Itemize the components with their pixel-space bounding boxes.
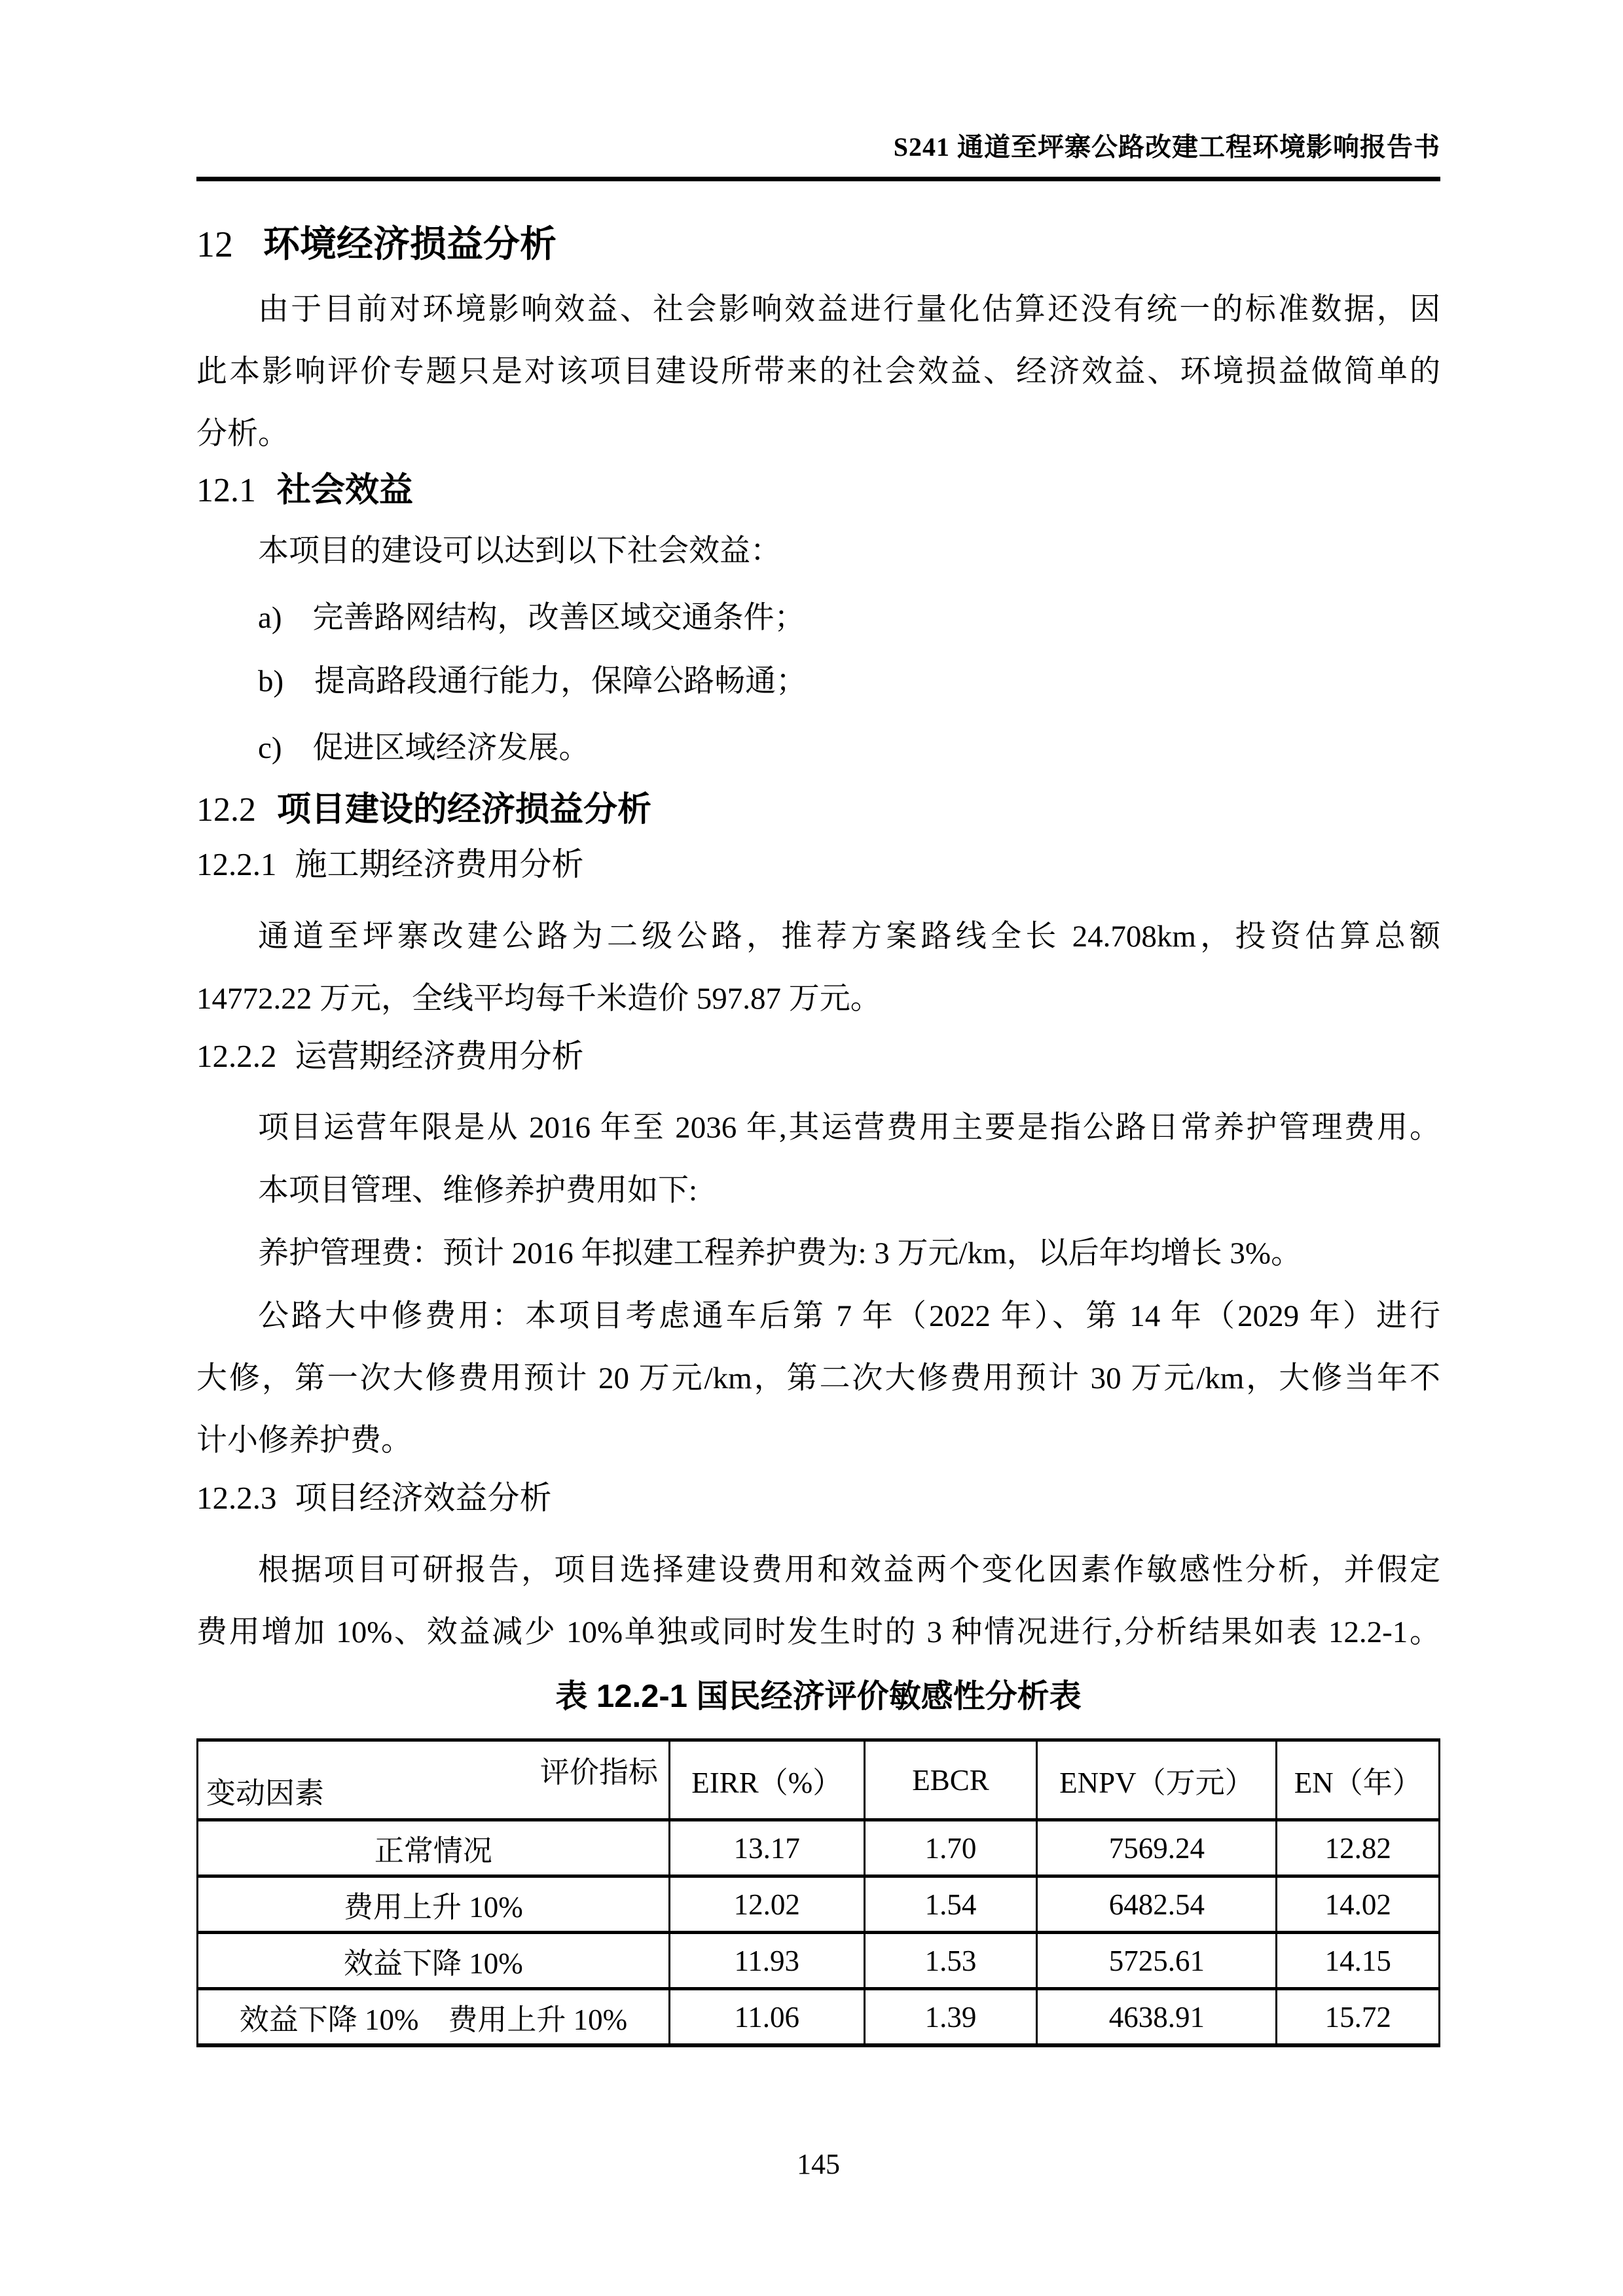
corner-label-factor: 变动因素 — [206, 1777, 325, 1810]
cell-value: 5725.61 — [1037, 1933, 1277, 1989]
paragraph-maintenance-intro — [196, 1160, 1440, 1222]
heading-number: 12.2.2 — [196, 1038, 277, 1074]
heading-text: 环境经济损益分析 — [263, 223, 556, 264]
sensitivity-table — [196, 1738, 1440, 2047]
cell-value: 14.02 — [1277, 1876, 1440, 1933]
column-header-eirr: EIRR（%） — [669, 1740, 864, 1820]
paragraph-line: 养护管理费：预计 2016 年拟建工程养护费为: 3 万元/km，以后年均增长 3%。 — [258, 1236, 1302, 1270]
paragraph-maintenance-fee — [196, 1223, 1440, 1285]
paragraph-line: 此本影响评价专题只是对该项目建设所带来的社会效益、经济效益、环境损益做简单的 — [196, 355, 1440, 389]
section-heading-12-2-3 — [196, 1479, 1440, 1517]
heading-text: 施工期经济费用分析 — [295, 846, 584, 882]
paragraph-line: 本项目管理、维修养护费用如下: — [258, 1174, 698, 1208]
paragraph-line: 费用增加 10%、效益减少 10%单独或同时发生时的 3 种情况进行,分析结果如表 12.2-1。 — [196, 1615, 1440, 1649]
heading-number: 12.1 — [196, 472, 256, 509]
paragraph-line: 由于目前对环境影响效益、社会影响效益进行量化估算还没有统一的标准数据，因 — [258, 293, 1440, 327]
cell-value: 12.82 — [1277, 1820, 1440, 1876]
cell-value: 6482.54 — [1037, 1876, 1277, 1933]
list-item-text: b) 提高路段通行能力，保障公路畅通； — [258, 664, 807, 698]
table-header-row — [198, 1740, 1440, 1820]
row-label: 效益下降 10% 费用上升 10% — [198, 1989, 670, 2046]
column-header-enpv: ENPV（万元） — [1037, 1740, 1277, 1820]
paragraph-line: 大修，第一次大修费用预计 20 万元/km，第二次大修费用预计 30 万元/km，大修当年不 — [196, 1361, 1440, 1395]
table-row — [198, 1989, 1440, 2046]
running-header-title: S241 通道至坪寨公路改建工程环境影响报告书 — [893, 132, 1440, 162]
heading-text: 运营期经济费用分析 — [295, 1038, 584, 1074]
list-item-text: c) 促进区域经济发展。 — [258, 731, 590, 765]
list-item-c — [196, 717, 1440, 780]
section-heading-12-1 — [196, 470, 1440, 511]
paragraph-line: 本项目的建设可以达到以下社会效益： — [258, 534, 781, 568]
column-header-en: EN（年） — [1277, 1740, 1440, 1820]
sensitivity-table-wrap — [196, 1738, 1440, 2047]
heading-number: 12.2.1 — [196, 846, 277, 882]
table-title: 表 12.2-1 国民经济评价敏感性分析表 — [555, 1679, 1082, 1714]
cell-value: 1.54 — [864, 1876, 1037, 1933]
paragraph-benefit-analysis — [196, 1539, 1440, 1664]
paragraph-line: 公路大中修费用：本项目考虑通车后第 7 年（2022 年）、第 14 年（2029 年）进行 — [258, 1299, 1440, 1333]
cell-value: 13.17 — [669, 1820, 864, 1876]
cell-value: 14.15 — [1277, 1933, 1440, 1989]
paragraph-line: 14772.22 万元，全线平均每千米造价 597.87 万元。 — [196, 982, 881, 1016]
paragraph-line: 分析。 — [196, 417, 289, 451]
section-heading-12-2-1 — [196, 846, 1440, 884]
table-corner-cell — [198, 1740, 670, 1820]
column-header-ebcr: EBCR — [864, 1740, 1037, 1820]
section-heading-12-2-2 — [196, 1037, 1440, 1075]
paragraph-construction-cost — [196, 906, 1440, 1030]
cell-value: 7569.24 — [1037, 1820, 1277, 1876]
row-label: 正常情况 — [198, 1820, 670, 1876]
cell-value: 11.93 — [669, 1933, 864, 1989]
section-heading-12 — [196, 223, 1440, 266]
heading-text: 项目建设的经济损益分析 — [277, 791, 652, 829]
paragraph-line: 项目运营年限是从 2016 年至 2036 年,其运营费用主要是指公路日常养护管理费用。 — [258, 1111, 1440, 1145]
list-item-a — [196, 587, 1440, 649]
cell-value: 11.06 — [669, 1989, 864, 2046]
heading-text: 项目经济效益分析 — [295, 1480, 552, 1516]
paragraph-line: 根据项目可研报告，项目选择建设费用和效益两个变化因素作敏感性分析，并假定 — [258, 1553, 1440, 1587]
header-rule — [196, 177, 1440, 181]
paragraph-line: 计小修养护费。 — [196, 1424, 412, 1458]
row-label: 效益下降 10% — [198, 1933, 670, 1989]
paragraph-overhaul-cost — [196, 1285, 1440, 1472]
table-row — [198, 1876, 1440, 1933]
list-item-b — [196, 651, 1440, 713]
list-item-text: a) 完善路网结构，改善区域交通条件； — [258, 601, 805, 635]
heading-text: 社会效益 — [277, 471, 414, 509]
heading-number: 12.2.3 — [196, 1480, 277, 1516]
heading-number: 12.2 — [196, 791, 256, 829]
paragraph-intro — [196, 279, 1440, 465]
table-row — [198, 1820, 1440, 1876]
table-row — [198, 1933, 1440, 1989]
corner-label-indicator: 评价指标 — [539, 1756, 658, 1789]
page-number: 145 — [797, 2148, 840, 2180]
paragraph-social-intro — [196, 520, 1440, 583]
cell-value: 1.53 — [864, 1933, 1037, 1989]
cell-value: 4638.91 — [1037, 1989, 1277, 2046]
row-label: 费用上升 10% — [198, 1876, 670, 1933]
cell-value: 1.70 — [864, 1820, 1037, 1876]
section-heading-12-2 — [196, 789, 1440, 831]
cell-value: 1.39 — [864, 1989, 1037, 2046]
cell-value: 12.02 — [669, 1876, 864, 1933]
cell-value: 15.72 — [1277, 1989, 1440, 2046]
paragraph-operation-years — [196, 1097, 1440, 1159]
paragraph-line: 通道至坪寨改建公路为二级公路，推荐方案路线全长 24.708km，投资估算总额 — [258, 920, 1440, 954]
heading-number: 12 — [196, 224, 233, 265]
